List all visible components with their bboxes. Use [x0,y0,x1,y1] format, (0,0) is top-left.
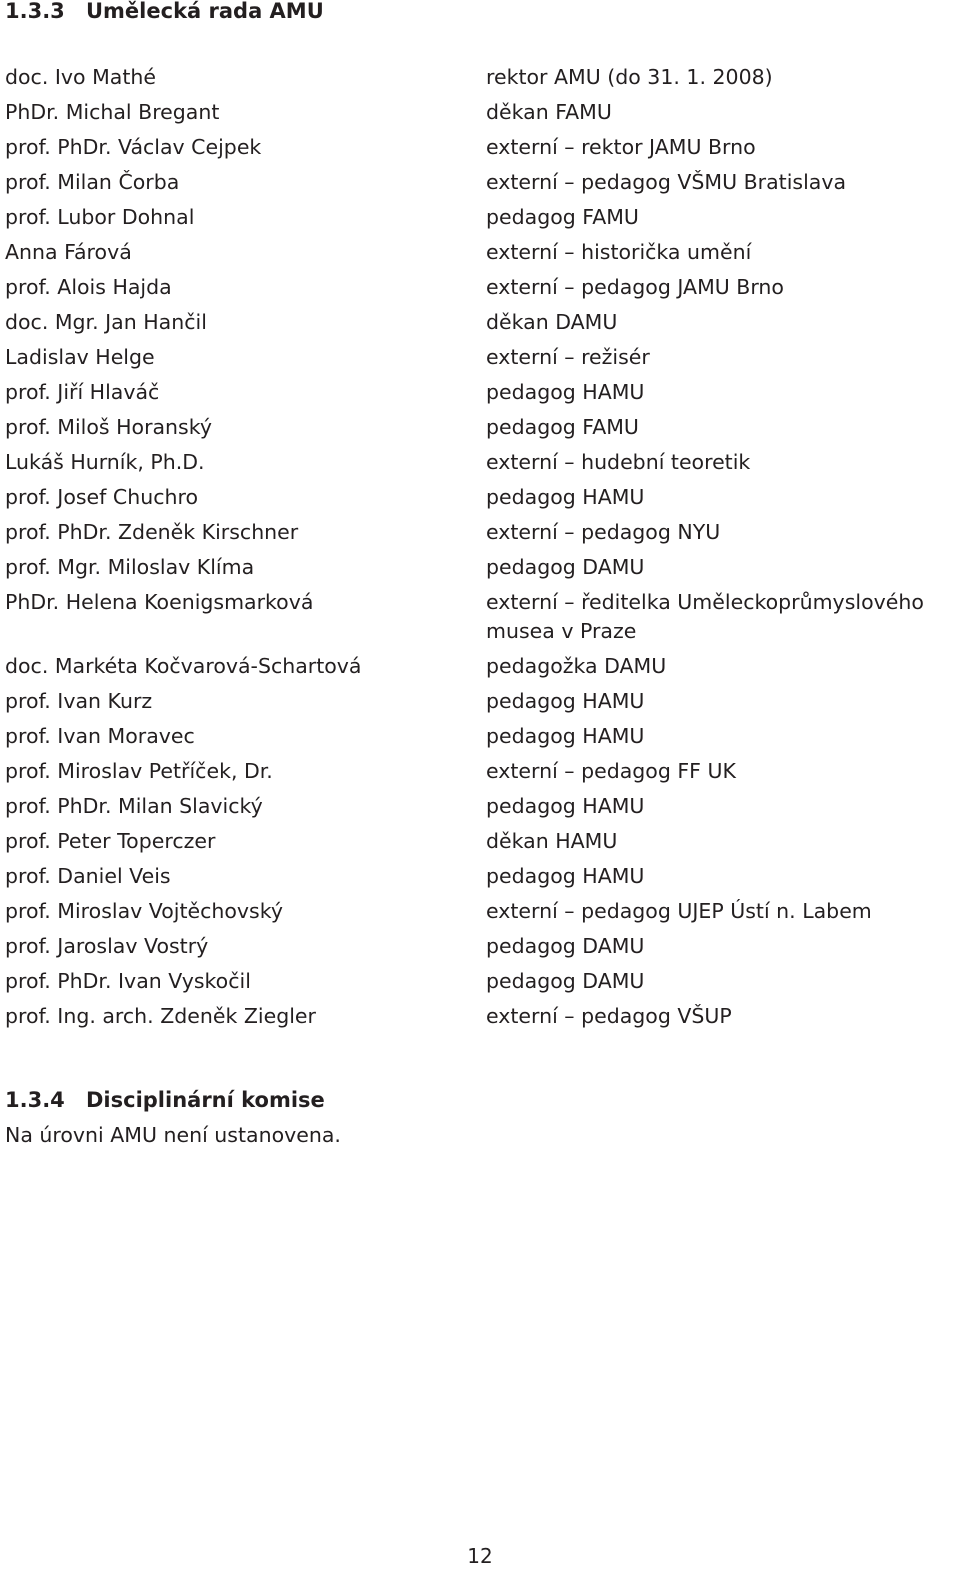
member-row [5,964,955,999]
member-name: prof. Jiří Hlaváč [5,380,160,404]
member-name: Ladislav Helge [5,345,155,369]
member-role: pedagog HAMU [486,689,645,713]
member-role: pedagog FAMU [486,415,639,439]
member-name: prof. Ivan Kurz [5,689,153,713]
member-name: prof. Daniel Veis [5,864,171,888]
member-name: doc. Ivo Mathé [5,65,156,89]
member-name: prof. PhDr. Ivan Vyskočil [5,969,251,993]
member-name: prof. Peter Toperczer [5,829,216,853]
member-name: PhDr. Helena Koenigsmarková [5,590,314,614]
member-role: děkan DAMU [486,310,618,334]
member-name: doc. Mgr. Jan Hančil [5,310,207,334]
member-name: prof. PhDr. Zdeněk Kirschner [5,520,299,544]
member-role: externí – pedagog FF UK [486,759,736,783]
member-role: pedagog DAMU [486,555,645,579]
member-row [5,894,955,929]
member-row [5,340,955,375]
member-row [5,789,955,824]
member-row [5,480,955,515]
member-row [5,824,955,859]
member-name: prof. Ing. arch. Zdeněk Ziegler [5,1004,316,1028]
member-role: pedagog HAMU [486,724,645,748]
member-name: Lukáš Hurník, Ph.D. [5,450,205,474]
member-row [5,270,955,305]
section-note: Na úrovni AMU není ustanovena. [5,1123,341,1147]
member-name: prof. Ivan Moravec [5,724,195,748]
member-row [5,95,955,130]
member-role: externí – hudební teoretik [486,450,751,474]
member-row [5,410,955,445]
member-name: prof. Miloš Horanský [5,415,213,439]
member-name: prof. Milan Čorba [5,170,180,194]
member-row [5,60,955,95]
member-row [5,929,955,964]
member-role: pedagožka DAMU [486,654,667,678]
member-row [5,550,955,585]
member-row [5,375,955,410]
member-role: pedagog HAMU [486,485,645,509]
member-row [5,585,955,649]
member-role: pedagog DAMU [486,969,645,993]
member-role: externí – rektor JAMU Brno [486,135,756,159]
member-row [5,515,955,550]
member-row [5,999,955,1034]
member-row [5,235,955,270]
member-name: prof. Alois Hajda [5,275,172,299]
member-name: prof. Mgr. Miloslav Klíma [5,555,255,579]
member-row [5,684,955,719]
member-role: pedagog DAMU [486,934,645,958]
member-role: pedagog FAMU [486,205,639,229]
section-heading-disciplinarni-komise [5,1087,325,1113]
member-role: externí – ředitelka Uměleckoprůmyslového musea v Praze [486,590,924,643]
member-row [5,859,955,894]
member-name: prof. Miroslav Petříček, Dr. [5,759,273,783]
member-row [5,754,955,789]
member-name: doc. Markéta Kočvarová-Schartová [5,654,362,678]
member-list [5,60,955,1034]
member-role: pedagog HAMU [486,380,645,404]
member-role: pedagog HAMU [486,794,645,818]
member-name: prof. Lubor Dohnal [5,205,195,229]
member-role: externí – pedagog NYU [486,520,721,544]
member-row [5,200,955,235]
member-name: Anna Fárová [5,240,132,264]
member-row [5,445,955,480]
section-title: Umělecká rada AMU [86,0,324,23]
member-name: prof. Josef Chuchro [5,485,198,509]
member-role: externí – pedagog JAMU Brno [486,275,784,299]
member-role: děkan HAMU [486,829,618,853]
section-heading-umelecka-rada [5,0,324,24]
section-number: 1.3.4 [5,1088,65,1112]
member-role: externí – pedagog VŠUP [486,1004,732,1028]
member-name: prof. Jaroslav Vostrý [5,934,209,958]
page-number: 12 [467,1544,493,1568]
member-role: externí – pedagog VŠMU Bratislava [486,170,847,194]
section-title: Disciplinární komise [86,1088,325,1112]
member-row [5,305,955,340]
member-role: externí – režisér [486,345,650,369]
member-role: děkan FAMU [486,100,612,124]
member-row [5,165,955,200]
member-name: prof. PhDr. Milan Slavický [5,794,263,818]
member-role: externí – pedagog UJEP Ústí n. Labem [486,899,872,923]
member-role: rektor AMU (do 31. 1. 2008) [486,65,773,89]
member-name: PhDr. Michal Bregant [5,100,220,124]
member-name: prof. Miroslav Vojtěchovský [5,899,283,923]
member-row [5,130,955,165]
member-role: externí – historička umění [486,240,752,264]
member-role: pedagog HAMU [486,864,645,888]
member-row [5,649,955,684]
member-row [5,719,955,754]
section-number: 1.3.3 [5,0,65,23]
member-name: prof. PhDr. Václav Cejpek [5,135,262,159]
